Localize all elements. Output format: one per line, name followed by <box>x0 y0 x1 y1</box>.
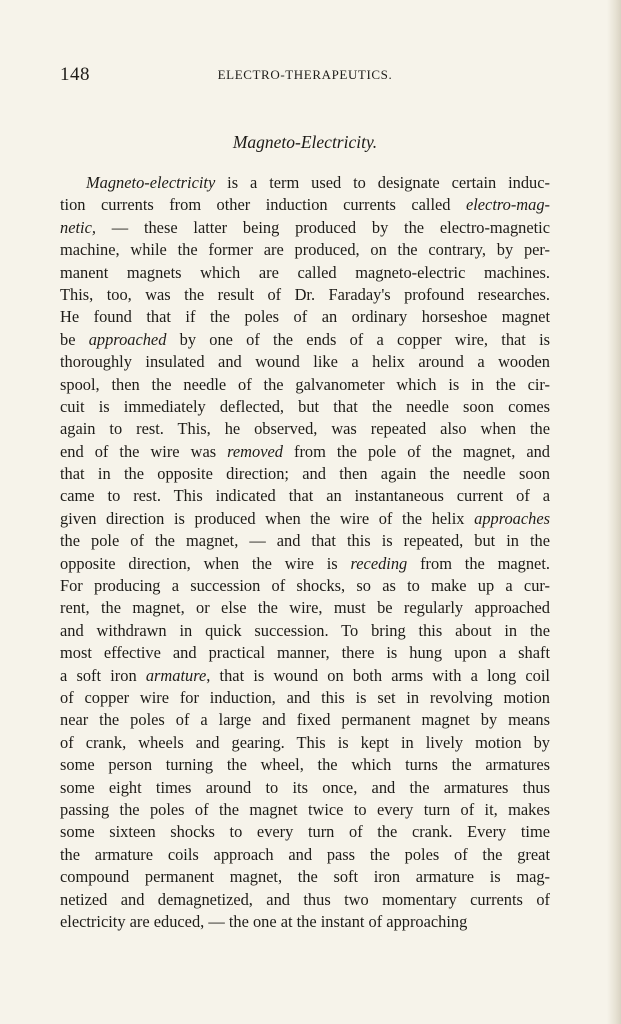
text-line <box>60 239 550 261</box>
text-line <box>60 665 550 687</box>
text-segment: most effective and practical manner, there is hung upon a shaft <box>60 643 550 663</box>
text-line <box>60 508 550 530</box>
text-line <box>60 754 550 776</box>
text-segment: spool, then the needle of the galvanometer which is in the cir- <box>60 374 550 394</box>
text-line <box>60 463 550 485</box>
text-segment: tion currents from other induction currents called <box>60 195 466 215</box>
text-segment: This, too, was the result of Dr. Faraday's profound researches. <box>60 284 550 304</box>
text-line <box>60 374 550 396</box>
text-segment: end of the wire was <box>60 441 228 461</box>
text-segment: of crank, wheels and gearing. This is kept in lively motion by <box>60 732 550 752</box>
text-segment: came to rest. This indicated that an instantaneous current of a <box>60 486 550 506</box>
italic-term: electro-mag- <box>465 195 550 215</box>
text-line <box>60 441 550 463</box>
page-edge-shadow <box>607 0 621 1024</box>
text-segment: — these latter being produced by the electro-magnetic <box>95 217 550 237</box>
text-line <box>60 709 550 731</box>
text-line <box>60 777 550 799</box>
text-line <box>60 911 550 933</box>
text-segment: netized and demagnetized, and thus two momentary currents of <box>60 889 550 909</box>
text-segment: , that is wound on both arms with a long coil <box>206 665 550 685</box>
italic-term: approaches <box>474 508 550 528</box>
page-number: 148 <box>60 64 90 85</box>
italic-term: armature <box>145 665 207 685</box>
text-segment: a soft iron <box>60 665 146 685</box>
text-segment: from the magnet. <box>407 553 550 573</box>
text-line <box>60 553 550 575</box>
text-line <box>60 889 550 911</box>
text-segment: manent magnets which are called magneto-electric machines. <box>60 262 550 282</box>
text-segment: of copper wire for induction, and this is set in revolving motion <box>60 687 550 707</box>
text-line <box>60 485 550 507</box>
italic-term: approached <box>88 329 167 349</box>
text-line <box>60 351 550 373</box>
text-segment: again to rest. This, he observed, was repeated also when the <box>60 419 550 439</box>
text-segment: rent, the magnet, or else the wire, must be regularly approached <box>60 598 550 618</box>
text-line <box>60 172 550 194</box>
running-head: ELECTRO-THERAPEUTICS. <box>217 67 393 82</box>
text-segment: given direction is produced when the wire of the helix <box>60 508 475 528</box>
text-segment: electricity are educed, — the one at the instant of approaching <box>60 911 468 931</box>
text-segment: near the poles of a large and fixed permanent magnet by means <box>60 710 550 730</box>
text-line <box>60 597 550 619</box>
text-segment: thoroughly insulated and wound like a helix around a wooden <box>60 352 550 372</box>
text-line <box>60 418 550 440</box>
text-line <box>60 306 550 328</box>
text-line <box>60 530 550 552</box>
text-segment: some eight times around to its once, and the armatures thus <box>60 777 550 797</box>
text-line <box>60 575 550 597</box>
body-paragraph <box>60 172 550 933</box>
text-segment: and withdrawn in quick succession. To bring this about in the <box>60 620 550 640</box>
text-segment: be <box>60 329 89 349</box>
text-segment: some person turning the wheel, the which turns the armatures <box>60 755 550 775</box>
text-segment: machine, while the former are produced, on the contrary, by per- <box>60 240 550 260</box>
page-header <box>60 64 550 88</box>
text-line <box>60 821 550 843</box>
text-segment: opposite direction, when the wire is <box>60 553 351 573</box>
text-segment: cuit is immediately deflected, but that the needle soon comes <box>60 396 550 416</box>
text-segment: from the pole of the magnet, and <box>282 441 550 461</box>
text-segment: He found that if the poles of an ordinary horseshoe magnet <box>60 307 550 327</box>
text-line <box>60 866 550 888</box>
text-segment: by one of the ends of a copper wire, that is <box>166 329 551 349</box>
text-line <box>60 329 550 351</box>
text-segment: some sixteen shocks to every turn of the crank. Every time <box>60 822 550 842</box>
text-segment: passing the poles of the magnet twice to every turn of it, makes <box>60 799 550 819</box>
text-line <box>60 194 550 216</box>
text-line <box>60 799 550 821</box>
text-segment: the armature coils approach and pass the poles of the great <box>60 844 550 864</box>
text-line <box>60 687 550 709</box>
italic-term: Magneto-electricity <box>86 173 216 192</box>
italic-term: netic, <box>60 217 96 237</box>
text-line <box>60 620 550 642</box>
text-line <box>60 262 550 284</box>
text-line <box>60 217 550 239</box>
text-line <box>60 844 550 866</box>
text-line <box>60 732 550 754</box>
text-segment: compound permanent magnet, the soft iron armature is mag- <box>60 867 550 887</box>
italic-term: receding <box>350 553 408 573</box>
text-segment: the pole of the magnet, — and that this is repeated, but in the <box>60 531 550 551</box>
italic-term: removed <box>227 441 283 461</box>
text-segment: that in the opposite direction; and then again the needle soon <box>60 464 550 484</box>
text-line <box>60 396 550 418</box>
section-title: Magneto-Electricity. <box>232 132 378 152</box>
text-segment: is a term used to designate certain induc- <box>215 173 550 192</box>
text-line <box>60 642 550 664</box>
text-line <box>60 284 550 306</box>
text-segment: For producing a succession of shocks, so as to make up a cur- <box>60 576 550 596</box>
